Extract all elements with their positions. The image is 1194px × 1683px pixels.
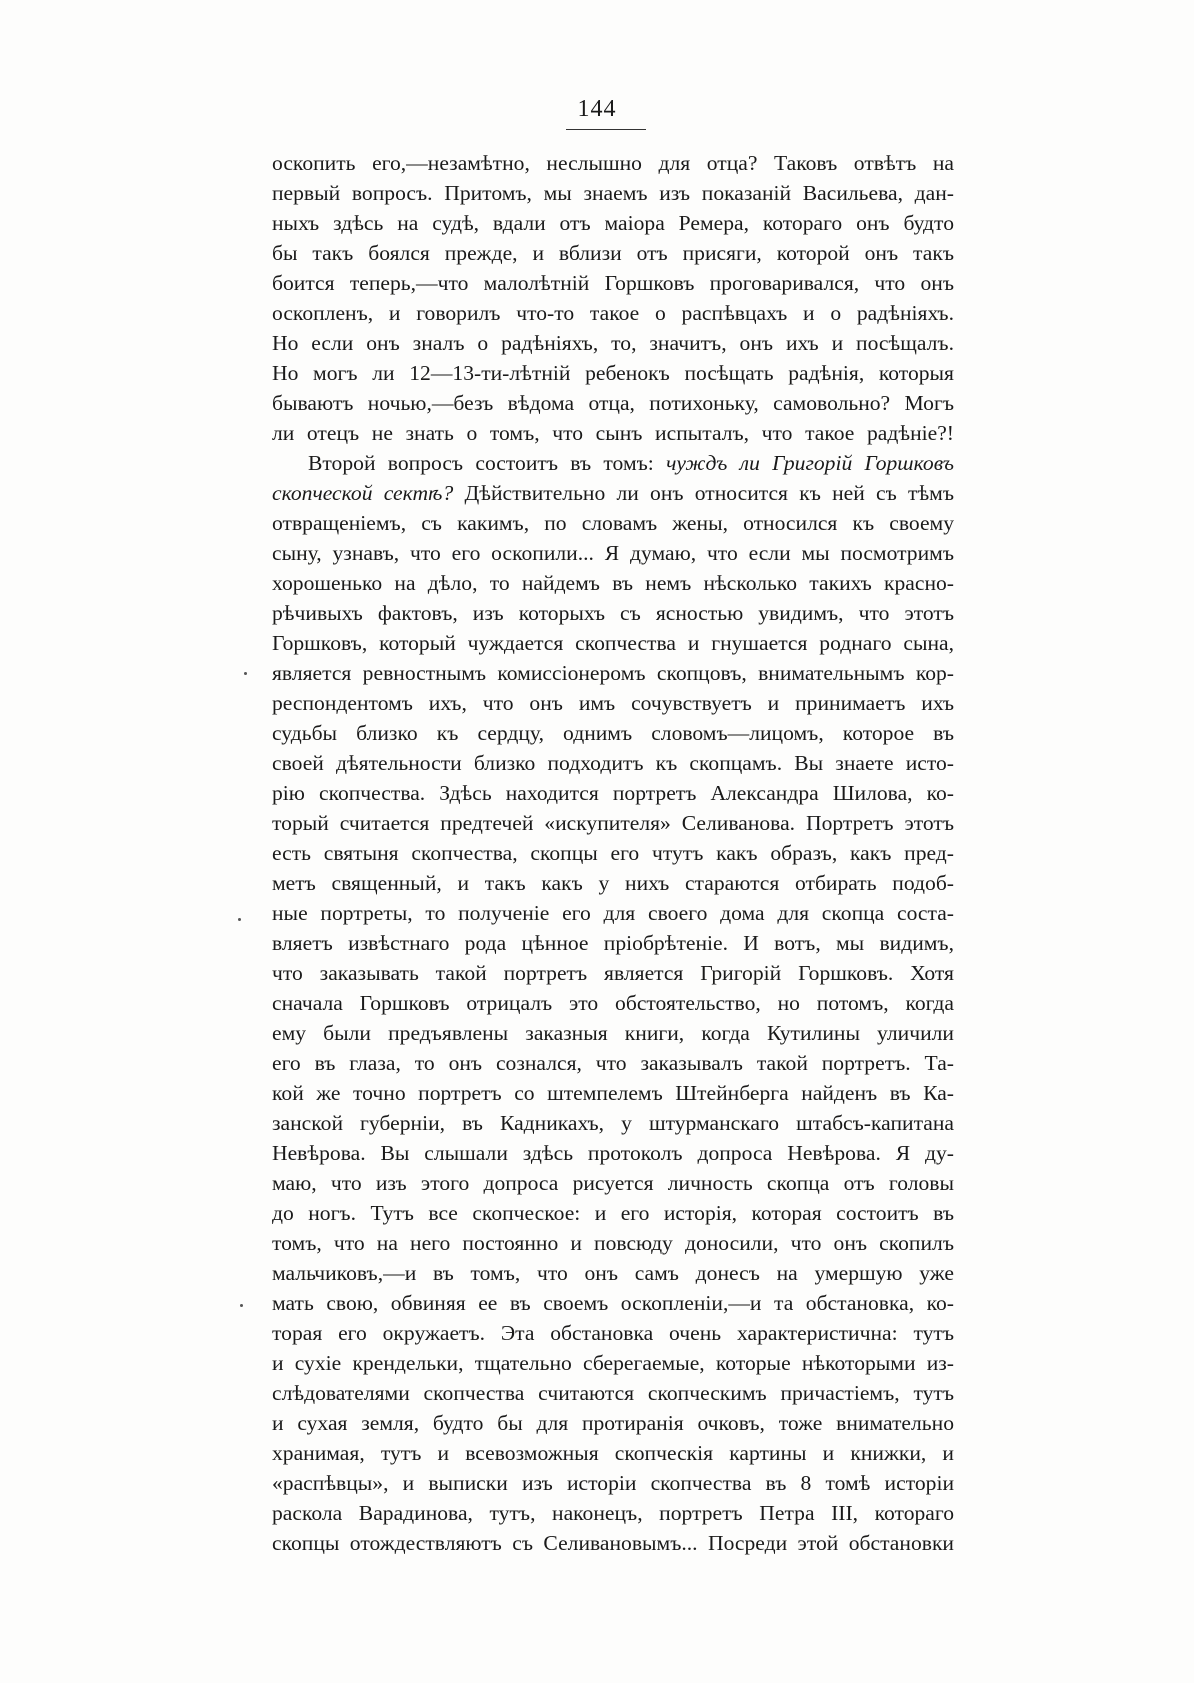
text-line-roman: рію скопчества. Здѣсь находится портретъ Александра Шилова, ко-	[272, 781, 954, 805]
text-line-roman: и сухіе крендельки, тщательно сберегаемые, которые нѣкоторыми из-	[272, 1351, 954, 1375]
text-line	[272, 238, 954, 268]
margin-speck	[240, 1304, 243, 1307]
text-line	[272, 1228, 954, 1258]
text-line-roman: ные портреты, то полученіе его для своего дома для скопца соста-	[272, 901, 954, 925]
text-line	[272, 1018, 954, 1048]
body-text	[272, 148, 954, 1558]
text-line	[272, 1078, 954, 1108]
text-line-roman: оскопленъ, и говорилъ что-то такое о распѣвцахъ и о радѣніяхъ.	[272, 301, 954, 325]
text-line	[272, 688, 954, 718]
text-line-roman: респондентомъ ихъ, что онъ имъ сочувствуетъ и принимаетъ ихъ	[272, 691, 954, 715]
text-line	[272, 928, 954, 958]
text-line-roman: отвращеніемъ, съ какимъ, по словамъ жены, относился къ своему	[272, 511, 954, 535]
text-line-roman: ныхъ здѣсь на судѣ, вдали отъ маіора Ремера, котораго онъ будто	[272, 211, 954, 235]
text-line	[272, 298, 954, 328]
text-line-roman: метъ священный, и такъ какъ у нихъ стараются отбирать подоб-	[272, 871, 954, 895]
text-line	[272, 1108, 954, 1138]
text-line-roman: хранимая, тутъ и всевозможныя скопческія картины и книжки, и	[272, 1441, 954, 1465]
text-line	[272, 508, 954, 538]
text-line	[272, 1348, 954, 1378]
text-line	[272, 568, 954, 598]
text-line-roman: его въ глаза, то онъ сознался, что заказывалъ такой портретъ. Та-	[272, 1051, 954, 1075]
text-line	[272, 358, 954, 388]
text-line-roman: судьбы близко къ сердцу, однимъ словомъ—лицомъ, которое въ	[272, 721, 954, 745]
text-line-roman: Но если онъ зналъ о радѣніяхъ, то, значитъ, онъ ихъ и посѣщалъ.	[272, 331, 954, 355]
text-line-italic: чуждъ ли Григорій Горшковъ	[666, 451, 954, 475]
text-line-roman: бываютъ ночью,—безъ вѣдома отца, потихоньку, самовольно? Могъ	[272, 391, 954, 415]
text-line	[272, 628, 954, 658]
text-line-roman-rest: Дѣйствительно ли онъ относится къ ней съ тѣмъ	[464, 481, 954, 505]
text-line	[272, 658, 954, 688]
text-line	[272, 208, 954, 238]
text-line-roman: ему были предъявлены заказныя книги, когда Кутилины уличили	[272, 1021, 954, 1045]
text-line	[272, 148, 954, 178]
text-line-roman: торая его окружаетъ. Эта обстановка очень характеристична: тутъ	[272, 1321, 954, 1345]
text-line	[272, 418, 954, 448]
text-line	[272, 778, 954, 808]
text-line	[272, 1528, 954, 1558]
text-line-roman: оскопить его,—незамѣтно, неслышно для отца? Таковъ отвѣтъ на	[272, 151, 954, 175]
margin-speck	[238, 918, 241, 921]
text-line-roman: своей дѣятельности близко подходитъ къ скопцамъ. Вы знаете исто-	[272, 751, 954, 775]
text-line-roman: является ревностнымъ комиссіонеромъ скопцовъ, внимательнымъ кор-	[272, 661, 954, 685]
text-line	[272, 1258, 954, 1288]
text-line-roman: раскола Варадинова, тутъ, наконецъ, портретъ Петра III, котораго	[272, 1501, 954, 1525]
text-line	[272, 1378, 954, 1408]
text-line-roman: ли отецъ не знать о томъ, что сынъ испыталъ, что такое радѣніе?!	[272, 421, 954, 445]
text-line-roman: скопцы отождествляютъ съ Селивановымъ... Посреди этой обстановки	[272, 1531, 954, 1555]
text-line	[272, 448, 954, 478]
text-line	[272, 808, 954, 838]
text-line	[272, 1048, 954, 1078]
text-line-roman: торый считается предтечей «искупителя» Селиванова. Портретъ этотъ	[272, 811, 954, 835]
text-line-roman: что заказывать такой портретъ является Григорій Горшковъ. Хотя	[272, 961, 954, 985]
text-line-italic: скопческой сектѣ?	[272, 481, 454, 505]
text-line-roman: сыну, узнавъ, что его оскопили... Я думаю, что если мы посмотримъ	[272, 541, 954, 565]
page-number: 144	[577, 96, 617, 122]
text-line	[272, 388, 954, 418]
text-line-roman: боится теперь,—что малолѣтній Горшковъ проговаривался, что онъ	[272, 271, 954, 295]
text-line-roman: хорошенько на дѣло, то найдемъ въ немъ нѣсколько такихъ красно-	[272, 571, 954, 595]
text-line	[272, 1318, 954, 1348]
text-line	[272, 1438, 954, 1468]
text-line-roman: и сухая земля, будто бы для протиранія очковъ, тоже внимательно	[272, 1411, 954, 1435]
text-line	[272, 1198, 954, 1228]
text-line	[272, 1468, 954, 1498]
text-line-roman: вляетъ извѣстнаго рода цѣнное пріобрѣтеніе. И вотъ, мы видимъ,	[272, 931, 954, 955]
text-line	[272, 538, 954, 568]
text-line-roman: Невѣрова. Вы слышали здѣсь протоколъ допроса Невѣрова. Я ду-	[272, 1141, 954, 1165]
text-line	[272, 1168, 954, 1198]
text-line	[272, 868, 954, 898]
text-line	[272, 988, 954, 1018]
text-line-roman: до ногъ. Тутъ все скопческое: и его исторія, которая состоитъ въ	[272, 1201, 954, 1225]
text-line-roman: Но могъ ли 12—13-ти-лѣтній ребенокъ посѣщать радѣнія, которыя	[272, 361, 954, 385]
text-line-roman: занской губерніи, въ Кадникахъ, у штурманскаго штабсъ-капитана	[272, 1111, 954, 1135]
text-line	[272, 598, 954, 628]
text-line	[272, 1288, 954, 1318]
text-line	[272, 898, 954, 928]
text-line	[272, 268, 954, 298]
page-number-rule	[566, 129, 646, 130]
text-line-roman: маю, что изъ этого допроса рисуется личность скопца отъ головы	[272, 1171, 954, 1195]
text-line-roman: Горшковъ, который чуждается скопчества и гнушается роднаго сына,	[272, 631, 954, 655]
text-line	[272, 328, 954, 358]
text-line	[272, 838, 954, 868]
margin-speck	[244, 672, 247, 675]
text-line	[272, 1498, 954, 1528]
text-line	[272, 478, 954, 508]
text-line	[272, 748, 954, 778]
text-line-roman: мать свою, обвиняя ее въ своемъ оскопленіи,—и та обстановка, ко-	[272, 1291, 954, 1315]
text-line-roman: первый вопросъ. Притомъ, мы знаемъ изъ показаній Васильева, дан-	[272, 181, 954, 205]
text-line-roman: томъ, что на него постоянно и повсюду доносили, что онъ скопилъ	[272, 1231, 954, 1255]
text-line-roman: Второй вопросъ состоитъ въ томъ:	[308, 451, 654, 475]
text-line-roman: сначала Горшковъ отрицалъ это обстоятельство, но потомъ, когда	[272, 991, 954, 1015]
text-line	[272, 1408, 954, 1438]
text-line-roman: бы такъ боялся прежде, и вблизи отъ присяги, которой онъ такъ	[272, 241, 954, 265]
text-line-roman: рѣчивыхъ фактовъ, изъ которыхъ съ ясностью увидимъ, что этотъ	[272, 601, 954, 625]
text-line-roman: кой же точно портретъ со штемпелемъ Штейнберга найденъ въ Ка-	[272, 1081, 954, 1105]
text-line	[272, 178, 954, 208]
text-line-roman: слѣдователями скопчества считаются скопческимъ причастіемъ, тутъ	[272, 1381, 954, 1405]
text-line-roman: «распѣвцы», и выписки изъ исторіи скопчества въ 8 томѣ исторіи	[272, 1471, 954, 1495]
text-line-roman: есть святыня скопчества, скопцы его чтутъ какъ образъ, какъ пред-	[272, 841, 954, 865]
text-line	[272, 1138, 954, 1168]
text-line	[272, 718, 954, 748]
text-line-roman: мальчиковъ,—и въ томъ, что онъ самъ донесъ на умершую уже	[272, 1261, 954, 1285]
text-line	[272, 958, 954, 988]
